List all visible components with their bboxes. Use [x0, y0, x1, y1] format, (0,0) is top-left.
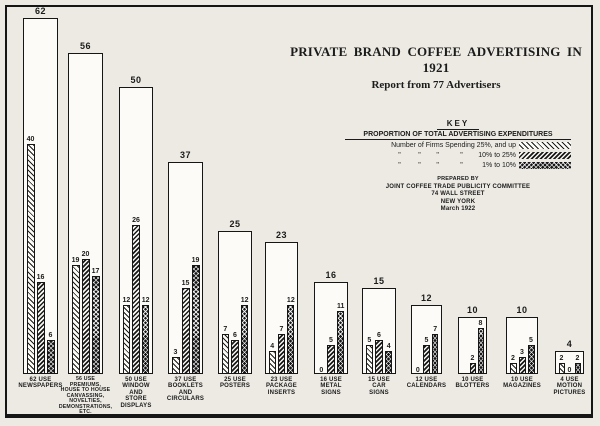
sub-bar-value-label: 8 — [478, 320, 483, 328]
sub-bar-value-label: 0 — [415, 367, 420, 374]
key-swatch-dark — [519, 162, 571, 169]
sub-bar-slot — [71, 0, 81, 374]
category-label-line: 23 USE — [270, 377, 293, 383]
sub-bar-light — [269, 351, 276, 374]
sub-bar-value-label: 15 — [181, 279, 190, 287]
sub-bar-dark — [287, 305, 294, 374]
category-label-line: 25 USE — [224, 377, 246, 383]
sub-bar-value-label: 4 — [386, 343, 391, 351]
sub-bar-medium — [278, 334, 285, 374]
sub-bar-value-label: 12 — [141, 297, 150, 305]
category-label-line: METAL — [320, 383, 342, 390]
sub-bar-slot — [191, 0, 201, 374]
sub-bar-value-label: 3 — [520, 348, 524, 356]
category-label — [208, 377, 262, 390]
key-swatch-light — [519, 142, 571, 149]
category-label-line: 12 USE — [415, 377, 438, 383]
sub-bar-value-label: 2 — [559, 354, 564, 362]
bar-group-premiums-house-to-house-canvassing-novelties-demonstrations-etc — [58, 0, 113, 415]
sub-bar-light — [172, 357, 180, 374]
category-label-line: SIGNS — [321, 389, 341, 396]
sub-bar-slot — [181, 0, 191, 374]
total-value-label: 56 — [79, 40, 91, 51]
total-value-label: 15 — [373, 275, 385, 286]
prepared-by-line: JOINT COFFEE TRADE PUBLICITY COMMITTEE — [385, 183, 531, 190]
prepared-by-line: 74 WALL STREET — [431, 191, 485, 198]
sub-bar-slot — [36, 0, 46, 374]
sub-bar-medium — [423, 345, 430, 374]
sub-bar-value-label: 17 — [91, 268, 100, 276]
category-label-line: 37 USE — [174, 377, 197, 383]
sub-bar-value-label: 0 — [567, 367, 572, 374]
total-value-label: 12 — [420, 293, 432, 304]
sub-bar-value-label: 3 — [173, 348, 178, 356]
key-subheading: PROPORTION OF TOTAL ADVERTISING EXPENDITURES — [345, 131, 571, 140]
sub-bar-dark — [337, 311, 345, 374]
category-label — [58, 377, 114, 416]
sub-bar-value-label: 4 — [270, 343, 275, 351]
total-value-label: 62 — [34, 6, 46, 17]
sub-bar-value-label: 12 — [122, 297, 131, 305]
sub-bar-value-label: 7 — [279, 325, 284, 333]
sub-bar-dark — [192, 265, 200, 374]
key-row-label: Number of Firms Spending 25%, and up — [391, 142, 516, 149]
sub-bar-medium — [327, 345, 335, 374]
sub-bar-dark — [528, 345, 535, 374]
sub-bar-slot — [122, 0, 132, 374]
bar-group-posters — [218, 0, 252, 390]
total-value-label: 50 — [130, 75, 142, 85]
key-row-1 — [345, 151, 571, 160]
prepared-by-line: PREPARED BY — [437, 176, 479, 182]
category-label-line: MOTION — [556, 383, 583, 390]
bar-group-booklets-and-circulars — [166, 0, 205, 403]
category-label-line: HOUSE TO HOUSE — [60, 387, 111, 393]
category-label-line: 56 USE — [75, 376, 96, 382]
sub-bar-value-label: 5 — [329, 337, 333, 345]
total-value-label: 23 — [275, 229, 287, 240]
category-label — [546, 377, 592, 396]
sub-bar-dark — [575, 363, 581, 374]
category-label-line: AND — [129, 389, 143, 396]
sub-bar-slot — [26, 0, 36, 374]
sub-bar-medium — [470, 363, 476, 374]
prepared-by-block — [355, 176, 561, 214]
sub-bar-value-label: 19 — [71, 256, 80, 264]
category-label — [158, 377, 214, 403]
sub-bar-slot — [91, 0, 101, 374]
sub-bar-value-label: 2 — [470, 354, 475, 362]
sub-bar-value-label: 7 — [433, 325, 438, 333]
category-label-line: PICTURES — [553, 389, 586, 396]
sub-bar-value-label: 0 — [319, 367, 324, 374]
category-label-line: BLOTTERS — [455, 383, 490, 390]
category-label-line: POSTERS — [219, 383, 251, 390]
category-label-line: NOVELTIES, — [69, 398, 102, 404]
sub-bar-value-label: 7 — [223, 325, 228, 333]
category-label-line: 4 USE — [560, 377, 579, 383]
sub-bar-slot — [46, 0, 56, 374]
sub-bar-light — [123, 305, 131, 374]
sub-bar-value-label: 2 — [511, 354, 515, 362]
category-label — [352, 377, 406, 396]
total-value-label: 16 — [325, 270, 337, 281]
sub-bar-medium — [82, 259, 90, 374]
category-label-line: 50 USE — [125, 377, 147, 383]
sub-bar-slot — [81, 0, 91, 374]
sub-bar-slot — [240, 0, 250, 374]
category-label-line: SIGNS — [369, 389, 389, 396]
category-label — [109, 377, 163, 409]
category-label-line: PACKAGE — [266, 383, 297, 390]
total-value-label: 10 — [466, 304, 478, 315]
sub-bar-value-label: 16 — [36, 274, 45, 282]
category-label-line: NEWSPAPERS — [18, 383, 63, 390]
category-label-line: BOOKLETS — [168, 383, 203, 390]
category-label-line: PREMIUMS, — [69, 381, 102, 388]
legend-key — [345, 119, 571, 170]
sub-bar-light — [27, 144, 35, 374]
category-label-line: 10 USE — [461, 377, 484, 383]
key-heading — [345, 119, 571, 128]
key-row-0 — [345, 141, 571, 150]
sub-bar-light — [72, 265, 80, 374]
sub-bar-light — [510, 363, 517, 374]
sub-bar-slot — [131, 0, 141, 374]
key-rows — [345, 141, 571, 170]
bar-group-newspapers — [18, 0, 63, 390]
sub-bar-dark — [92, 276, 100, 374]
sub-bar-medium — [519, 357, 526, 374]
sub-bar-medium — [37, 282, 45, 374]
sub-bar-dark — [241, 305, 249, 374]
sub-bar-slot — [230, 0, 240, 374]
sub-bar-value-label: 11 — [336, 302, 345, 310]
sub-bar-value-label: 2 — [575, 354, 580, 362]
sub-bar-value-label: 12 — [240, 297, 249, 305]
category-label — [449, 377, 495, 390]
category-label-line: 62 USE — [29, 377, 52, 383]
prepared-by-line: NEW YORK — [440, 198, 476, 205]
category-label-line: WINDOW — [122, 383, 150, 390]
chart-title: PRIVATE BRAND COFFEE ADVERTISING IN 1921 — [290, 44, 582, 75]
total-value-label: 10 — [516, 304, 528, 315]
sub-bar-slot — [171, 0, 181, 374]
sub-bar-dark — [432, 334, 439, 374]
sub-bar-slot — [141, 0, 151, 374]
bar-group-window-and-store-displays — [119, 0, 153, 409]
sub-bar-value-label: 6 — [48, 331, 53, 339]
sub-bar-value-label: 5 — [529, 337, 533, 345]
category-label-line: AND — [178, 389, 193, 396]
category-label-line: ETC. — [79, 409, 92, 415]
category-label — [496, 377, 547, 390]
key-heading-text: KEY — [437, 119, 479, 130]
sub-bar-dark — [385, 351, 393, 374]
prepared-by-line: March 1922 — [440, 206, 476, 213]
total-value-label: 25 — [229, 218, 241, 229]
category-label-line: CALENDARS — [406, 383, 447, 390]
sub-bar-light — [222, 334, 230, 374]
category-label-line: STORE — [125, 396, 147, 403]
sub-bar-value-label: 40 — [26, 136, 35, 144]
category-label-line: 15 USE — [368, 377, 390, 383]
key-row-2 — [345, 161, 571, 170]
title-block — [278, 44, 594, 91]
sub-bar-value-label: 26 — [132, 216, 140, 224]
category-label — [255, 377, 308, 396]
sub-bar-value-label: 5 — [367, 337, 372, 345]
category-label — [304, 377, 358, 396]
total-value-label: 4 — [566, 339, 573, 350]
category-label-line: CIRCULARS — [166, 396, 205, 403]
chart-subtitle: Report from 77 Advertisers — [371, 79, 501, 91]
total-value-label: 37 — [179, 149, 191, 160]
sub-bar-value-label: 6 — [377, 331, 381, 339]
sub-bar-medium — [231, 340, 239, 374]
sub-bar-slot — [268, 0, 277, 374]
category-label-line: MAGAZINES — [503, 383, 541, 390]
category-label-line: 10 USE — [511, 377, 533, 383]
sub-bar-slot — [221, 0, 231, 374]
category-label-line: 16 USE — [320, 377, 342, 383]
sub-bar-value-label: 6 — [233, 331, 237, 339]
category-label — [402, 377, 452, 390]
sub-bar-dark — [478, 328, 484, 374]
sub-bar-medium — [182, 288, 190, 374]
sub-bar-value-label: 12 — [286, 297, 295, 305]
sub-bar-value-label: 20 — [81, 251, 90, 259]
sub-bar-dark — [142, 305, 150, 374]
sub-bar-dark — [47, 340, 55, 374]
category-label-line: CANVASSING, — [66, 392, 105, 399]
category-label-line: DISPLAYS — [120, 402, 152, 409]
key-swatch-medium — [519, 152, 571, 159]
key-row-label: " " " " 1% to 10% — [398, 162, 516, 169]
category-label-line: INSERTS — [267, 389, 296, 396]
category-label-line: CAR — [372, 383, 386, 390]
category-label-line: DEMONSTRATIONS, — [58, 403, 113, 410]
key-row-label: " " " " 10% to 25% — [398, 152, 516, 159]
sub-bar-value-label: 5 — [424, 337, 429, 345]
sub-bar-light — [366, 345, 374, 374]
sub-bar-value-label: 19 — [191, 256, 200, 264]
